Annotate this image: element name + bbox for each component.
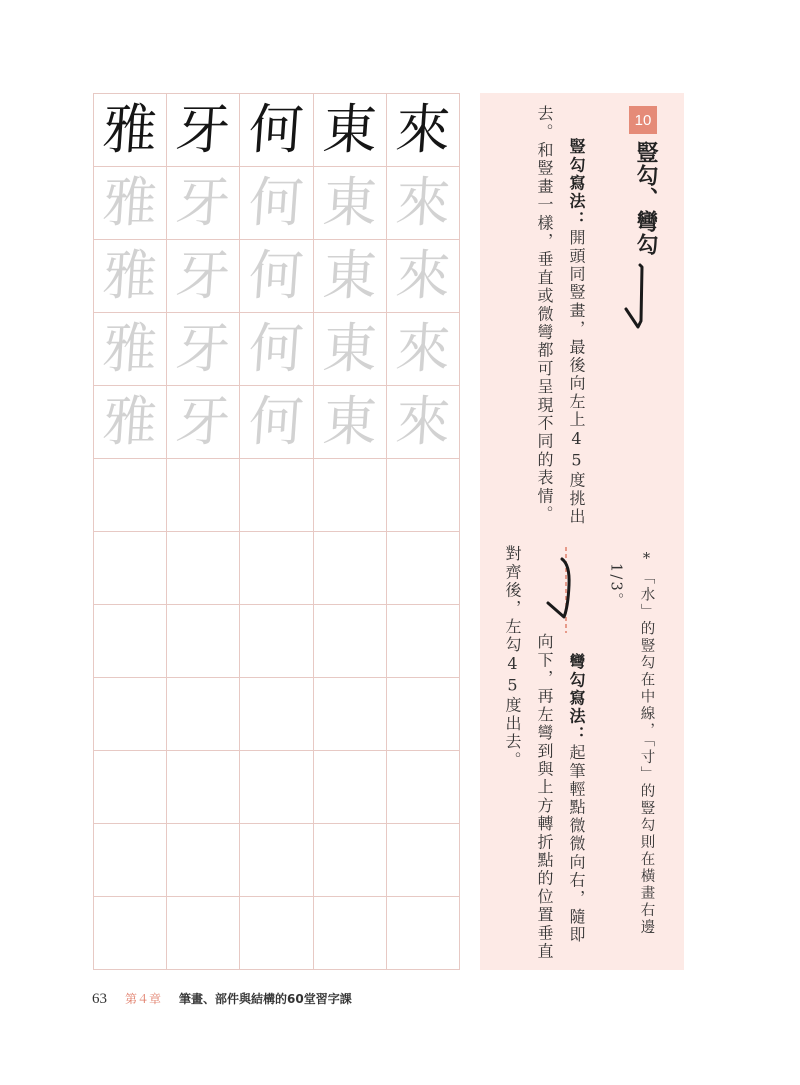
practice-character: 雅 bbox=[100, 390, 160, 453]
trace-character-cell bbox=[314, 313, 387, 386]
vertical-hook-description-cont: 去。和豎畫一樣，垂直或微彎都可呈現不同的表情。 bbox=[535, 105, 554, 524]
blank-practice-cell bbox=[94, 532, 167, 605]
blank-practice-cell bbox=[387, 824, 460, 897]
blank-practice-cell bbox=[240, 459, 313, 532]
lesson-number-badge: 10 bbox=[629, 106, 657, 134]
model-character-cell bbox=[314, 94, 387, 167]
lesson-title: 豎勾、彎勾 bbox=[633, 141, 658, 256]
blank-practice-cell bbox=[387, 751, 460, 824]
practice-character: 東 bbox=[320, 244, 379, 307]
practice-character: 何 bbox=[247, 317, 306, 380]
blank-practice-cell bbox=[167, 751, 240, 824]
practice-character: 牙 bbox=[174, 390, 233, 453]
page-number: 63 bbox=[92, 991, 107, 1007]
trace-character-cell bbox=[387, 167, 460, 240]
practice-character: 何 bbox=[247, 390, 306, 453]
blank-practice-cell bbox=[314, 532, 387, 605]
practice-character: 東 bbox=[320, 98, 379, 161]
blank-practice-cell bbox=[387, 678, 460, 751]
model-character-cell bbox=[240, 94, 313, 167]
blank-practice-cell bbox=[314, 605, 387, 678]
trace-character-cell bbox=[240, 313, 313, 386]
note-text: *「水」的豎勾在中線，「寸」的豎勾則在橫畫右邊 bbox=[638, 551, 655, 937]
page-footer bbox=[92, 990, 352, 1008]
curved-hook-description-end: 對齊後，左勾45度出去。 bbox=[503, 545, 522, 770]
blank-practice-cell bbox=[387, 605, 460, 678]
practice-character: 東 bbox=[320, 171, 379, 234]
practice-character: 雅 bbox=[100, 317, 160, 380]
trace-character-cell bbox=[167, 167, 240, 240]
blank-practice-cell bbox=[387, 459, 460, 532]
blank-practice-cell bbox=[314, 824, 387, 897]
model-character-cell bbox=[167, 94, 240, 167]
practice-character: 牙 bbox=[174, 317, 233, 380]
practice-character: 何 bbox=[247, 98, 306, 161]
blank-practice-cell bbox=[240, 605, 313, 678]
blank-practice-cell bbox=[240, 678, 313, 751]
blank-practice-cell bbox=[167, 532, 240, 605]
blank-practice-cell bbox=[94, 897, 167, 970]
trace-character-cell bbox=[314, 167, 387, 240]
practice-character: 雅 bbox=[100, 98, 160, 161]
trace-character-cell bbox=[387, 386, 460, 459]
blank-practice-cell bbox=[167, 897, 240, 970]
trace-character-cell bbox=[240, 240, 313, 313]
practice-character: 來 bbox=[393, 171, 453, 234]
practice-character: 東 bbox=[320, 317, 379, 380]
blank-practice-cell bbox=[167, 459, 240, 532]
trace-character-cell bbox=[314, 386, 387, 459]
blank-practice-cell bbox=[94, 751, 167, 824]
trace-character-cell bbox=[94, 240, 167, 313]
trace-character-cell bbox=[94, 386, 167, 459]
blank-practice-cell bbox=[94, 605, 167, 678]
model-character-cell bbox=[94, 94, 167, 167]
blank-practice-cell bbox=[240, 532, 313, 605]
practice-character: 東 bbox=[320, 390, 379, 453]
trace-character-cell bbox=[94, 167, 167, 240]
blank-practice-cell bbox=[314, 678, 387, 751]
practice-character: 何 bbox=[247, 244, 306, 307]
blank-practice-cell bbox=[240, 824, 313, 897]
vertical-hook-description: 豎勾寫法：開頭同豎畫，最後向左上45度挑出 bbox=[567, 138, 586, 527]
lesson-panel bbox=[480, 93, 684, 970]
vertical-hook-label: 豎勾寫法： bbox=[567, 138, 586, 229]
blank-practice-cell bbox=[387, 897, 460, 970]
blank-practice-cell bbox=[314, 459, 387, 532]
blank-practice-cell bbox=[387, 532, 460, 605]
blank-practice-cell bbox=[167, 824, 240, 897]
trace-character-cell bbox=[240, 167, 313, 240]
practice-grid bbox=[93, 93, 460, 970]
curved-hook-stroke-icon bbox=[540, 545, 580, 635]
practice-character: 雅 bbox=[100, 171, 160, 234]
trace-character-cell bbox=[94, 313, 167, 386]
blank-practice-cell bbox=[94, 678, 167, 751]
trace-character-cell bbox=[314, 240, 387, 313]
vertical-hook-stroke-icon bbox=[620, 261, 650, 331]
curved-hook-label: 彎勾寫法： bbox=[567, 653, 586, 744]
trace-character-cell bbox=[167, 313, 240, 386]
trace-character-cell bbox=[387, 313, 460, 386]
practice-character: 來 bbox=[393, 390, 453, 453]
practice-character: 來 bbox=[393, 98, 453, 161]
blank-practice-cell bbox=[94, 824, 167, 897]
note-text-cont: 1/3。 bbox=[607, 563, 624, 610]
blank-practice-cell bbox=[240, 897, 313, 970]
blank-practice-cell bbox=[314, 897, 387, 970]
practice-character: 牙 bbox=[174, 171, 233, 234]
curved-hook-description: 彎勾寫法：起筆輕點微微向右，隨即 bbox=[567, 653, 586, 945]
curved-hook-description-cont: 向下，再左彎到與上方轉折點的位置垂直 bbox=[535, 633, 554, 961]
practice-character: 牙 bbox=[174, 98, 233, 161]
practice-character: 雅 bbox=[100, 244, 160, 307]
practice-character: 牙 bbox=[174, 244, 233, 307]
book-title: 筆畫、部件與結構的60堂習字課 bbox=[179, 992, 352, 1006]
trace-character-cell bbox=[167, 386, 240, 459]
practice-character: 來 bbox=[393, 317, 453, 380]
trace-character-cell bbox=[240, 386, 313, 459]
blank-practice-cell bbox=[240, 751, 313, 824]
blank-practice-cell bbox=[167, 605, 240, 678]
blank-practice-cell bbox=[314, 751, 387, 824]
practice-character: 來 bbox=[393, 244, 453, 307]
chapter-label: 第４章 bbox=[125, 992, 162, 1006]
trace-character-cell bbox=[167, 240, 240, 313]
trace-character-cell bbox=[387, 240, 460, 313]
model-character-cell bbox=[387, 94, 460, 167]
practice-character: 何 bbox=[247, 171, 306, 234]
blank-practice-cell bbox=[94, 459, 167, 532]
blank-practice-cell bbox=[167, 678, 240, 751]
